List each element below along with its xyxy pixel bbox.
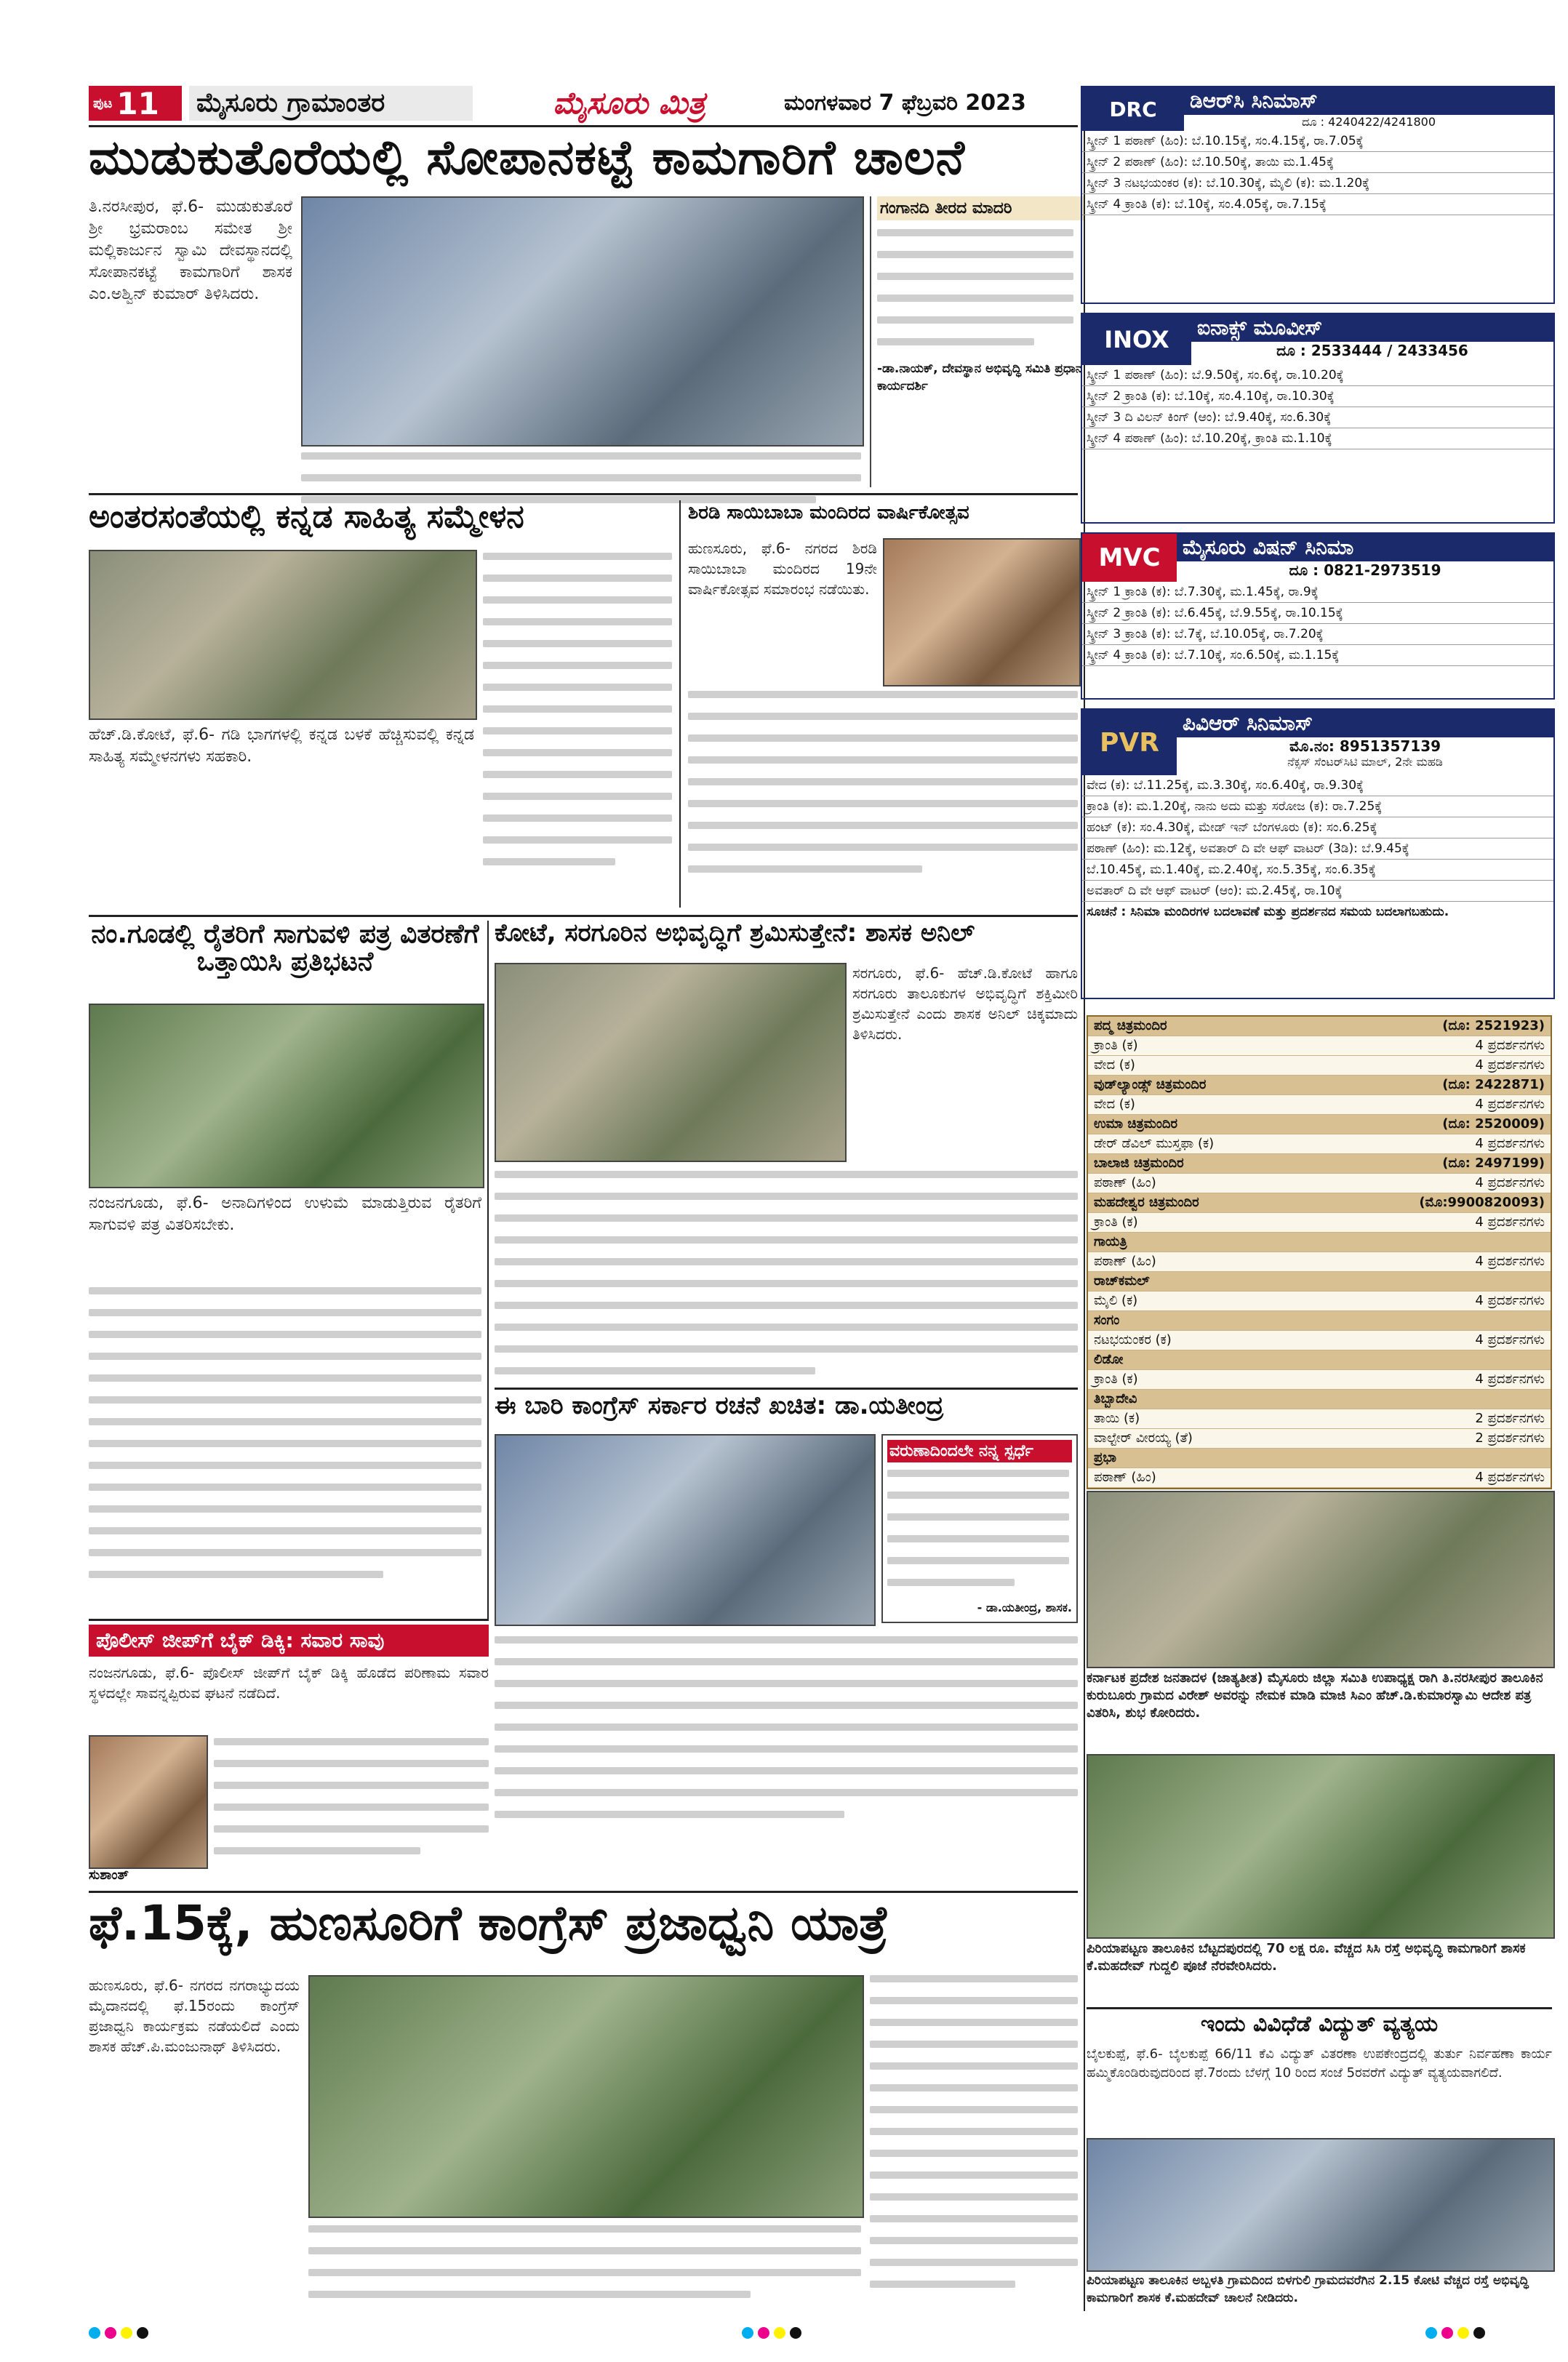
- drc-screen-3: ಸ್ಕ್ರೀನ್ 3 ನಟಭಯಂಕರ (ಕ): ಬೆ.10.30ಕ್ಕೆ, ಮೈಲಿ (ಕ): ಮ.1.20ಕ್ಕೆ: [1082, 173, 1553, 194]
- theatre-name: ಪದ್ಮ ಚಿತ್ರಮಂದಿರ: [1094, 1018, 1167, 1033]
- sai-headline: ಶಿರಡಿ ಸಾಯಿಬಾಬಾ ಮಂದಿರದ ವಾರ್ಷಿಕೋತ್ಸವ: [688, 503, 969, 524]
- registration-dots-right: [1425, 2327, 1489, 2342]
- film-shows: 4 ಪ್ರದರ್ಶನಗಳು: [1475, 1214, 1545, 1230]
- pvr-logo: PVR: [1082, 710, 1177, 775]
- police-caption: ಸುಶಾಂತ್: [89, 1867, 129, 1883]
- theatre-header: [1088, 1154, 1551, 1174]
- theatre-name: ಬಾಲಾಜಿ ಚಿತ್ರಮಂದಿರ: [1094, 1156, 1184, 1171]
- film-shows: 4 ಪ್ರದರ್ಶನಗಳು: [1475, 1372, 1545, 1387]
- lead-sidebar: [870, 196, 1085, 487]
- lead-sidebar-title: ಗಂಗಾನದಿ ತೀರದ ಮಾದರಿ: [877, 196, 1085, 220]
- film-title: ಪಠಾಣ್ (ಹಿಂ): [1094, 1470, 1156, 1485]
- inox-logo: INOX: [1082, 314, 1191, 365]
- film-title: ಕ್ರಾಂತಿ (ಕ): [1094, 1372, 1138, 1387]
- theatre-header: [1088, 1076, 1551, 1095]
- sammelana-cols: [483, 553, 672, 880]
- film-shows: 4 ಪ್ರದರ್ಶನಗಳು: [1475, 1254, 1545, 1269]
- theatre-header: [1088, 1390, 1551, 1409]
- film-shows: 4 ಪ್ರದರ್ಶನಗಳು: [1475, 1097, 1545, 1112]
- theatre-film-row: [1088, 1174, 1551, 1193]
- theatre-name: ತಿಬ್ಬಾದೇವಿ: [1094, 1391, 1137, 1406]
- sammelana-body: ಹೆಚ್.ಡಿ.ಕೋಟೆ, ಫೆ.6- ಗಡಿ ಭಾಗಗಳಲ್ಲಿ ಕನ್ನಡ ಬಳಕೆ ಹೆಚ್ಚಿಸುವಲ್ಲಿ ಕನ್ನಡ ಸಾಹಿತ್ಯ ಸಮ್ಮೇಳನಗಳು ಸಹಕಾರಿ.: [89, 726, 474, 766]
- kote-photo: [495, 963, 847, 1162]
- mvc-screen-2: ಸ್ಕ್ರೀನ್ 2 ಕ್ರಾಂತಿ (ಕ): ಬೆ.6.45ಕ್ಕೆ, ಬೆ.9.55ಕ್ಕೆ, ರಾ.10.15ಕ್ಕೆ: [1082, 603, 1553, 624]
- lead-photo: [301, 196, 864, 447]
- mahadev-photo: [1087, 1491, 1555, 1668]
- drc-phone: ದೂ : 4240422/4241800: [1301, 115, 1436, 129]
- drc-screen-1: ಸ್ಕ್ರೀನ್ 1 ಪಠಾಣ್ (ಹಿಂ): ಬೆ.10.15ಕ್ಕೆ, ಸಂ.4.15ಕ್ಕೆ, ರಾ.7.05ಕ್ಕೆ: [1082, 131, 1553, 152]
- registration-dots-left: [89, 2327, 153, 2342]
- film-shows: 4 ಪ್ರದರ್ಶನಗಳು: [1475, 1057, 1545, 1073]
- film-shows: 4 ಪ್ರದರ್ಶನಗಳು: [1475, 1470, 1545, 1485]
- pvr-screen-2: ಕ್ರಾಂತಿ (ಕ): ಮ.1.20ಕ್ಕೆ, ನಾನು ಅದು ಮತ್ತು ಸರೋಜ (ಕ): ರಾ.7.25ಕ್ಕೆ: [1082, 796, 1553, 817]
- film-shows: 4 ಪ್ರದರ್ಶನಗಳು: [1475, 1038, 1545, 1053]
- theatre-film-row: [1088, 1056, 1551, 1076]
- theatre-film-row: [1088, 1468, 1551, 1488]
- mvc-screen-4: ಸ್ಕ್ರೀನ್ 4 ಕ್ರಾಂತಿ (ಕ): ಬೆ.7.10ಕ್ಕೆ, ಸಂ.6.50ಕ್ಕೆ, ಮ.1.15ಕ್ಕೆ: [1082, 645, 1553, 666]
- yathindra-box-title: ವರುಣಾದಿಂದಲೇ ನನ್ನ ಸ್ಪರ್ಧೆ: [887, 1440, 1072, 1462]
- theatre-name: ವುಡ್‌ಲ್ಯಾಂಡ್ಸ್ ಚಿತ್ರಮಂದಿರ: [1094, 1077, 1207, 1092]
- lead-body: ತಿ.ನರಸೀಪುರ, ಫೆ.6- ಮುಡುಕುತೊರೆ ಶ್ರೀ ಭ್ರಮರಾಂಬ ಸಮೇತ ಶ್ರೀ ಮಲ್ಲಿಕಾರ್ಜುನ ಸ್ವಾಮಿ ದೇವಸ್ಥಾನದಲ್ಲಿ ಸೋಪಾನಕಟ್ಟೆ ಕಾಮಗಾರಿಗೆ ಶಾಸಕ ಎಂ.ಅಶ್ವಿನ್ ಕುಮಾರ್ ತಿಳಿಸಿದರು.: [89, 198, 292, 303]
- rule-2: [89, 915, 1078, 917]
- yathindra-box-sign: - ಡಾ.ಯತೀಂದ್ರ, ಶಾಸಕ.: [977, 1601, 1072, 1614]
- pvr-block: [1081, 708, 1555, 999]
- theatre-listing: [1087, 1015, 1552, 1489]
- prajadhwani-headline: ಫೆ.15ಕ್ಕೆ, ಹುಣಸೂರಿಗೆ ಕಾಂಗ್ರೆಸ್ ಪ್ರಜಾಧ್ವನಿ ಯಾತ್ರೆ: [89, 1898, 889, 1951]
- power-body: ಬೈಲಕುಪ್ಪೆ, ಫೆ.6- ಬೈಲಕುಪ್ಪೆ 66/11 ಕೆವಿ ವಿದ್ಯುತ್ ವಿತರಣಾ ಉಪಕೇಂದ್ರದಲ್ಲಿ ತುರ್ತು ನಿರ್ವಹಣಾ ಕಾರ್ಯ ಹಮ್ಮಿಕೊಂಡಿರುವುದರಿಂದ ಫೆ.7ರಂದು ಬೆಳಗ್ಗೆ 10 ರಿಂದ ಸಂಜೆ 5ರವರೆಗೆ ವಿದ್ಯುತ್ ವ್ಯತ್ಯಯವಾಗಲಿದೆ.: [1087, 2046, 1552, 2081]
- theatre-name: ಗಾಯತ್ರಿ: [1094, 1234, 1127, 1249]
- pvr-screen-6: ಅವತಾರ್ ದಿ ವೇ ಆಫ್ ವಾಟರ್ (ಆಂ): ಮ.2.45ಕ್ಕೆ, ರಾ.10ಕ್ಕೆ: [1082, 881, 1553, 902]
- drc-screen-2: ಸ್ಕ್ರೀನ್ 2 ಪಠಾಣ್ (ಹಿಂ): ಬೆ.10.50ಕ್ಕೆ, ತಾಯಿ ಮ.1.45ಕ್ಕೆ: [1082, 152, 1553, 173]
- film-shows: 2 ಪ್ರದರ್ಶನಗಳು: [1475, 1430, 1545, 1446]
- theatre-film-row: [1088, 1095, 1551, 1115]
- rule-4: [89, 1619, 489, 1621]
- drc-name: ಡಿಆರ್‌ಸಿ ಸಿನಿಮಾಸ್: [1184, 87, 1553, 115]
- theatre-film-row: [1088, 1213, 1551, 1233]
- prajadhwani-photo: [308, 1975, 864, 2218]
- lead-headline: ಮುಡುಕುತೊರೆಯಲ್ಲಿ ಸೋಪಾನಕಟ್ಟೆ ಕಾಮಗಾರಿಗೆ ಚಾಲನೆ: [89, 132, 966, 185]
- rule-5: [89, 1891, 1078, 1893]
- film-title: ತಾಯಿ (ಕ): [1094, 1411, 1140, 1426]
- mahadev-caption: ಕರ್ನಾಟಕ ಪ್ರದೇಶ ಜನತಾದಳ (ಜಾತ್ಯತೀತ) ಮೈಸೂರು ಜಿಲ್ಲಾ ಸಮಿತಿ ಉಪಾಧ್ಯಕ್ಷ ರಾಗಿ ತಿ.ನರಸೀಪುರ ತಾಲೂಕಿನ ಕುರುಬೂರು ಗ್ರಾಮದ ವಿರೇಶ್ ಅವರನ್ನು ನೇಮಕ ಮಾಡಿ ಮಾಜಿ ಸಿಎಂ ಹೆಚ್.ಡಿ.ಕುಮಾರಸ್ವಾಮಿ ಆದೇಶ ಪತ್ರ ವಿತರಿಸಿ, ಶುಭ ಕೋರಿದರು.: [1087, 1670, 1543, 1721]
- theatre-phone: (ದೂ: 2497199): [1442, 1156, 1545, 1171]
- yathindra-photo: [495, 1434, 876, 1626]
- theatre-header: [1088, 1311, 1551, 1331]
- theatre-film-row: [1088, 1370, 1551, 1390]
- sai-cols: [688, 691, 1078, 887]
- yathindra-box: [881, 1434, 1078, 1623]
- masthead-rule: [89, 125, 1078, 127]
- prajadhwani-body: ಹುಣಸೂರು, ಫೆ.6- ನಗರದ ನಗರಾಭ್ಯುದಯ ಮೈದಾನದಲ್ಲಿ ಫೆ.15ರಂದು ಕಾಂಗ್ರೆಸ್ ಪ್ರಜಾಧ್ವನಿ ಕಾರ್ಯಕ್ರಮ ನಡೆಯಲಿದೆ ಎಂದು ಶಾಸಕ ಹೆಚ್.ಪಿ.ಮಂಜುನಾಥ್ ತಿಳಿಸಿದರು.: [89, 1977, 300, 2055]
- col-rule-1: [679, 500, 681, 908]
- power-photo: [1087, 2138, 1555, 2272]
- police-cols: [214, 1738, 489, 1869]
- drc-block: [1081, 86, 1555, 304]
- theatre-film-row: [1088, 1036, 1551, 1056]
- theatre-film-row: [1088, 1409, 1551, 1429]
- page-number: 11: [116, 85, 159, 121]
- pvr-screen-1: ವೇದ (ಕ): ಬೆ.11.25ಕ್ಕೆ, ಮ.3.30ಕ್ಕೆ, ಸಂ.6.40ಕ್ಕೆ, ರಾ.9.30ಕ್ಕೆ: [1082, 775, 1553, 796]
- kote-cols: [495, 1171, 1078, 1389]
- page-number-badge: [89, 86, 182, 121]
- theatre-name: ಪ್ರಭಾ: [1094, 1450, 1116, 1465]
- theatre-phone: (ದೂ: 2520009): [1442, 1116, 1545, 1132]
- theatre-header: [1088, 1350, 1551, 1370]
- film-shows: 4 ಪ್ರದರ್ಶನಗಳು: [1475, 1332, 1545, 1348]
- film-shows: 2 ಪ್ರದರ್ಶನಗಳು: [1475, 1411, 1545, 1426]
- sammelana-headline: ಅಂತರಸಂತೆಯಲ್ಲಿ ಕನ್ನಡ ಸಾಹಿತ್ಯ ಸಮ್ಮೇಳನ: [89, 500, 524, 535]
- sai-body: ಹುಣಸೂರು, ಫೆ.6- ನಗರದ ಶಿರಡಿ ಸಾಯಿಬಾಬಾ ಮಂದಿರದ 19ನೇ ವಾರ್ಷಿಕೋತ್ಸವ ಸಮಾರಂಭ ನಡೆಯಿತು.: [688, 540, 877, 598]
- kote-body: ಸರಗೂರು, ಫೆ.6- ಹೆಚ್.ಡಿ.ಕೋಟೆ ಹಾಗೂ ಸರಗೂರು ತಾಲೂಕುಗಳ ಅಭಿವೃದ್ಧಿಗೆ ಶಕ್ತಿಮೀರಿ ಶ್ರಮಿಸುತ್ತೇನೆ ಎಂದು ಶಾಸಕ ಅನಿಲ್ ಚಿಕ್ಕಮಾದು ತಿಳಿಸಿದರು.: [852, 964, 1078, 1043]
- film-shows: 4 ಪ್ರದರ್ಶನಗಳು: [1475, 1293, 1545, 1308]
- police-photo: [89, 1735, 208, 1869]
- inox-name: ಐನಾಕ್ಸ್ ಮೂವೀಸ್: [1191, 314, 1553, 342]
- lead-sidebar-quote: -ಡಾ.ನಾಯಕ್, ದೇವಸ್ಥಾನ ಅಭಿವೃದ್ಧಿ ಸಮಿತಿ ಪ್ರಧಾನ ಕಾರ್ಯದರ್ಶಿ: [877, 361, 1083, 393]
- inox-phone: ದೂ : 2533444 / 2433456: [1276, 342, 1468, 359]
- film-title: ವೇದ (ಕ): [1094, 1097, 1135, 1112]
- inox-block: [1081, 313, 1555, 524]
- film-title: ಪಠಾಣ್ (ಹಿಂ): [1094, 1175, 1156, 1190]
- inox-screen-1: ಸ್ಕ್ರೀನ್ 1 ಪಠಾಣ್ (ಹಿಂ): ಬೆ.9.50ಕ್ಕೆ, ಸಂ.6ಕ್ಕೆ, ರಾ.10.20ಕ್ಕೆ: [1082, 365, 1553, 386]
- col-rule-2: [487, 921, 489, 1619]
- power-caption: ಪಿರಿಯಾಪಟ್ಟಣ ತಾಲೂಕಿನ ಅಬ್ಬಳತಿ ಗ್ರಾಮದಿಂದ ಬಿಳಗುಲಿ ಗ್ರಾಮದವರೆಗಿನ 2.15 ಕೋಟಿ ವೆಚ್ಚದ ರಸ್ತೆ ಅಭಿವೃದ್ಧಿ ಕಾಮಗಾರಿಗೆ ಶಾಸಕ ಕೆ.ಮಹದೇವ್ ಚಾಲನೆ ನೀಡಿದರು.: [1087, 2273, 1529, 2305]
- section-name: ಮೈಸೂರು ಗ್ರಾಮಾಂತರ: [189, 86, 473, 121]
- mvc-name: ಮೈಸೂರು ವಿಷನ್ ಸಿನಿಮಾ: [1177, 534, 1553, 561]
- pvr-screen-3: ಹಂಟ್ (ಕ): ಸಂ.4.30ಕ್ಕೆ, ಮೇಡ್ ಇನ್ ಬೆಂಗಳೂರು (ಕ): ಸಂ.6.25ಕ್ಕೆ: [1082, 817, 1553, 838]
- gudalli-photo: [89, 1004, 484, 1188]
- mvc-screen-3: ಸ್ಕ್ರೀನ್ 3 ಕ್ರಾಂತಿ (ಕ): ಬೆ.7ಕ್ಕೆ, ಬೆ.10.05ಕ್ಕೆ, ರಾ.7.20ಕ್ಕೆ: [1082, 624, 1553, 645]
- gudalli-cols: [89, 1287, 481, 1593]
- film-title: ವಾಲ್ಟೇರ್ ವೀರಯ್ಯ (ತೆ): [1094, 1430, 1193, 1446]
- film-title: ಪಠಾಣ್ (ಹಿಂ): [1094, 1254, 1156, 1269]
- theatre-header: [1088, 1193, 1551, 1213]
- road-caption: ಪಿರಿಯಾಪಟ್ಟಣ ತಾಲೂಕಿನ ಬೆಟ್ಟದಪುರದಲ್ಲಿ 70 ಲಕ್ಷ ರೂ. ವೆಚ್ಚದ ಸಿಸಿ ರಸ್ತೆ ಅಭಿವೃದ್ಧಿ ಕಾಮಗಾರಿಗೆ ಶಾಸಕ ಕೆ.ಮಹದೇವ್ ಗುದ್ದಲಿ ಪೂಜೆ ನೆರವೇರಿಸಿದರು.: [1087, 1941, 1526, 1974]
- theatre-header: [1088, 1115, 1551, 1134]
- registration-dots-center: [742, 2327, 806, 2342]
- theatre-name: ರಾಚ್‌ಕಮಲ್: [1094, 1273, 1150, 1289]
- inox-screen-2: ಸ್ಕ್ರೀನ್ 2 ಕ್ರಾಂತಿ (ಕ): ಬೆ.10ಕ್ಕೆ, ಸಂ.4.10ಕ್ಕೆ, ರಾ.10.30ಕ್ಕೆ: [1082, 386, 1553, 407]
- prajadhwani-cols-right: [870, 1975, 1078, 2302]
- theatre-phone: (ಮೊ:9900820093): [1419, 1195, 1545, 1210]
- theatre-film-row: [1088, 1331, 1551, 1350]
- theatre-name: ಮಹದೇಶ್ವರ ಚಿತ್ರಮಂದಿರ: [1094, 1195, 1199, 1210]
- mvc-logo: MVC: [1082, 534, 1177, 582]
- film-title: ಕ್ರಾಂತಿ (ಕ): [1094, 1214, 1138, 1230]
- inox-screen-3: ಸ್ಕ್ರೀನ್ 3 ದಿ ವಿಲನ್ ಕಿಂಗ್ (ಆಂ): ಬೆ.9.40ಕ್ಕೆ, ಸಂ.6.30ಕ್ಕೆ: [1082, 407, 1553, 428]
- mvc-block: [1081, 532, 1555, 700]
- theatre-header: [1088, 1017, 1551, 1036]
- film-shows: 4 ಪ್ರದರ್ಶನಗಳು: [1475, 1175, 1545, 1190]
- inox-screen-4: ಸ್ಕ್ರೀನ್ 4 ಪಠಾಣ್ (ಹಿಂ): ಬೆ.10.20ಕ್ಕೆ, ಕ್ರಾಂತಿ ಮ.1.10ಕ್ಕೆ: [1082, 428, 1553, 449]
- theatre-name: ಲಿಡೋ: [1094, 1352, 1124, 1367]
- sai-photo: [883, 538, 1081, 686]
- police-body: ನಂಜನಗೂಡು, ಫೆ.6- ಪೊಲೀಸ್ ಜೀಪ್‌ಗೆ ಬೈಕ್ ಡಿಕ್ಕಿ ಹೊಡೆದ ಪರಿಣಾಮ ಸವಾರ ಸ್ಥಳದಲ್ಲೇ ಸಾವನ್ನಪ್ಪಿರುವ ಘಟನೆ ನಡೆದಿದೆ.: [89, 1664, 489, 1702]
- theatre-film-row: [1088, 1292, 1551, 1311]
- pvr-screen-5: ಬೆ.10.45ಕ್ಕೆ, ಮ.1.40ಕ್ಕೆ, ಮ.2.40ಕ್ಕೆ, ಸಂ.5.35ಕ್ಕೆ, ಸಂ.6.35ಕ್ಕೆ: [1082, 860, 1553, 881]
- gudalli-body: ನಂಜನಗೂಡು, ಫೆ.6- ಅನಾದಿಗಳಿಂದ ಉಳುಮೆ ಮಾಡುತ್ತಿರುವ ರೈತರಿಗೆ ಸಾಗುವಳಿ ಪತ್ರ ವಿತರಿಸಬೇಕು.: [89, 1194, 481, 1234]
- prajadhwani-cols: [308, 2225, 861, 2313]
- film-title: ಕ್ರಾಂತಿ (ಕ): [1094, 1038, 1138, 1053]
- theatre-name: ಸಂಗಂ: [1094, 1313, 1120, 1328]
- drc-logo: DRC: [1082, 87, 1184, 131]
- road-photo: [1087, 1754, 1555, 1939]
- power-headline: ಇಂದು ವಿವಿಧೆಡೆ ವಿದ್ಯುತ್ ವ್ಯತ್ಯಯ: [1200, 2011, 1439, 2037]
- gudalli-headline: ನಂ.ಗೂಡಲ್ಲಿ ರೈತರಿಗೆ ಸಾಗುವಳಿ ಪತ್ರ ವಿತರಣೆಗೆ ಒತ್ತಾಯಿಸಿ ಪ್ರತಿಭಟನೆ: [91, 921, 479, 977]
- theatre-phone: (ದೂ: 2521923): [1442, 1018, 1545, 1033]
- paper-name: ಮೈಸೂರು ಮಿತ್ರ: [553, 85, 705, 121]
- theatre-film-row: [1088, 1429, 1551, 1449]
- film-title: ವೇದ (ಕ): [1094, 1057, 1135, 1073]
- mvc-screen-1: ಸ್ಕ್ರೀನ್ 1 ಕ್ರಾಂತಿ (ಕ): ಬೆ.7.30ಕ್ಕೆ, ಮ.1.45ಕ್ಕೆ, ರಾ.9ಕ್ಕೆ: [1082, 582, 1553, 603]
- mvc-phone: ದೂ : 0821-2973519: [1289, 561, 1441, 579]
- sammelana-photo: [89, 550, 477, 720]
- drc-screen-4: ಸ್ಕ್ರೀನ್ 4 ಕ್ರಾಂತಿ (ಕ): ಬೆ.10ಕ್ಕೆ, ಸಂ.4.05ಕ್ಕೆ, ರಾ.7.15ಕ್ಕೆ: [1082, 194, 1553, 215]
- theatre-name: ಉಮಾ ಚಿತ್ರಮಂದಿರ: [1094, 1116, 1178, 1132]
- pvr-phone: ಮೊ.ನಂ: 8951357139: [1289, 737, 1441, 755]
- film-title: ಮೈಲಿ (ಕ): [1094, 1293, 1138, 1308]
- yathindra-cols: [495, 1636, 1078, 1833]
- pvr-address: ನೆಕ್ಸಸ್ ಸೆಂಟರ್‌ಸಿಟಿ ಮಾಲ್, 2ನೇ ಮಹಡಿ: [1287, 755, 1443, 769]
- rule-1: [89, 493, 1078, 495]
- film-title: ಡೇರ್ ಡೆವಿಲ್ ಮುಸ್ತಫಾ (ಕ): [1094, 1136, 1215, 1151]
- police-headline: ಪೊಲೀಸ್ ಜೀಪ್‌ಗೆ ಬೈಕ್ ಡಿಕ್ಕಿ: ಸವಾರ ಸಾವು: [89, 1625, 489, 1657]
- film-shows: 4 ಪ್ರದರ್ಶನಗಳು: [1475, 1136, 1545, 1151]
- kote-headline: ಕೋಟೆ, ಸರಗೂರಿನ ಅಭಿವೃದ್ಧಿಗೆ ಶ್ರಮಿಸುತ್ತೇನೆ: ಶಾಸಕ ಅನಿಲ್: [495, 921, 975, 948]
- pvr-name: ಪಿವಿಆರ್ ಸಿನಿಮಾಸ್: [1177, 710, 1553, 737]
- cinema-note: ಸೂಚನೆ : ಸಿನಿಮಾ ಮಂದಿರಗಳ ಬದಲಾವಣೆ ಮತ್ತು ಪ್ರದರ್ಶನದ ಸಮಯ ಬದಲಾಗಬಹುದು.: [1087, 905, 1449, 919]
- film-title: ನಟಭಯಂಕರ (ಕ): [1094, 1332, 1172, 1348]
- theatre-header: [1088, 1449, 1551, 1468]
- pvr-screen-4: ಪಠಾಣ್ (ಹಿಂ): ಮ.12ಕ್ಕೆ, ಅವತಾರ್ ದಿ ವೇ ಆಫ್ ವಾಟರ್ (3ಡಿ): ಬೆ.9.45ಕ್ಕೆ: [1082, 838, 1553, 860]
- rule-6: [1087, 2007, 1552, 2009]
- theatre-film-row: [1088, 1252, 1551, 1272]
- issue-date: ಮಂಗಳವಾರ 7 ಫೆಬ್ರವರಿ 2023: [784, 90, 1026, 116]
- theatre-header: [1088, 1233, 1551, 1252]
- theatre-header: [1088, 1272, 1551, 1292]
- theatre-phone: (ದೂ: 2422871): [1442, 1077, 1545, 1092]
- rule-3: [495, 1388, 1078, 1390]
- yathindra-headline: ಈ ಬಾರಿ ಕಾಂಗ್ರೆಸ್ ಸರ್ಕಾರ ರಚನೆ ಖಚಿತ: ಡಾ.ಯತೀಂದ್ರ: [495, 1393, 944, 1420]
- theatre-film-row: [1088, 1134, 1551, 1154]
- page-label: ಪುಟ: [93, 95, 113, 111]
